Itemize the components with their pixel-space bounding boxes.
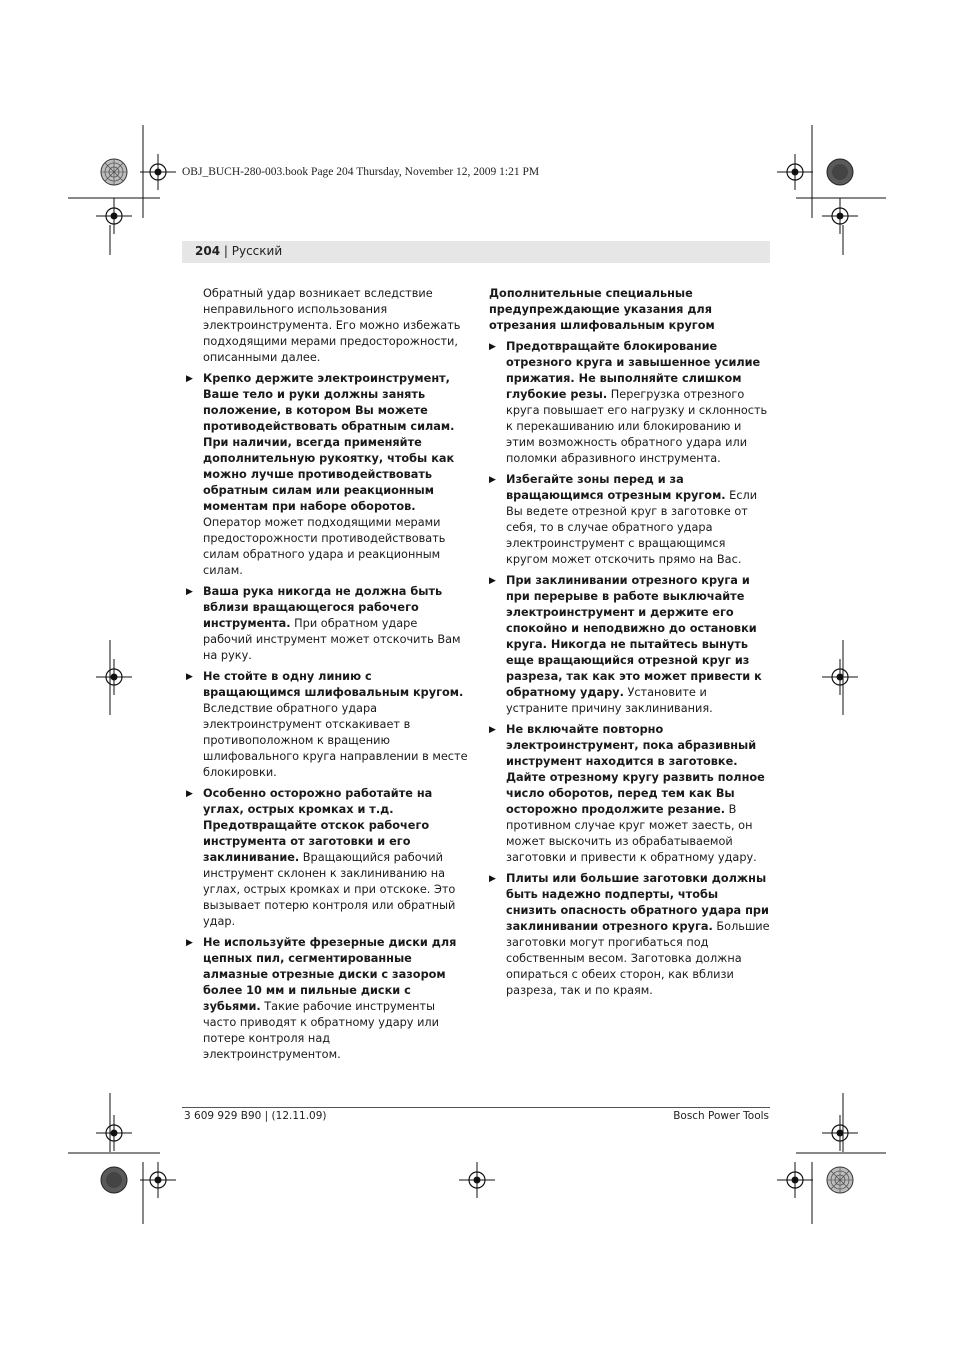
footer-rule — [182, 1107, 770, 1108]
header-text — [195, 244, 282, 258]
registration-mark — [96, 659, 132, 695]
registration-mark — [140, 154, 176, 190]
page-number: 204 — [195, 244, 221, 258]
bullet-icon: ▶ — [489, 874, 496, 884]
list-item — [186, 584, 468, 664]
left-column — [186, 286, 468, 1068]
page-header — [182, 241, 770, 263]
bullet-icon: ▶ — [489, 576, 496, 586]
list-item — [186, 935, 468, 1063]
bullet-icon: ▶ — [186, 374, 193, 384]
item-text: Большие заготовки могут прогибаться под собственным весом. Заготовка должна опираться с обеих сторон, как вблизи разреза, так и по краям. — [506, 920, 770, 997]
list-item — [489, 871, 770, 999]
item-text: Перегрузка отрезного круга повышает его нагрузку и склонность к перекашиванию или блокированию и этим возможность обратного удара или поломки абразивного инструмента. — [506, 388, 768, 465]
registration-mark — [777, 154, 813, 190]
list-item — [489, 339, 770, 467]
registration-sunburst — [101, 1167, 127, 1193]
footer-brand: Bosch Power Tools — [673, 1110, 769, 1122]
list-item — [489, 472, 770, 568]
item-bold-text: Крепко держите электроинструмент, Ваше тело и руки должны занять положение, в котором Вы можете противодействовать обратным силам. При наличии, всегда применяйте дополнительную рукоятку, чтобы как можно лучше противодействовать обратным силам или реакционным моментам при наборе оборотов. — [203, 372, 455, 513]
item-bold-text: Ваша рука никогда не должна быть вблизи вращающегося рабочего инструмента. — [203, 585, 443, 630]
item-bold-text: Предотвращайте блокирование отрезного круга и завышенное усилие прижатия. Не выполняйте слишком глубокие резы. — [506, 340, 761, 401]
registration-sunburst — [827, 1167, 853, 1193]
registration-mark — [822, 1115, 858, 1151]
item-text: Вследствие обратного удара электроинструмент отскакивает в противоположном к вращению шлифовального круга направлении в месте блокировки. — [203, 702, 468, 779]
registration-sunburst — [827, 159, 853, 185]
bullet-icon: ▶ — [489, 475, 496, 485]
list-item — [489, 722, 770, 866]
bullet-icon: ▶ — [186, 587, 193, 597]
right-column — [489, 286, 770, 1004]
item-text: В противном случае круг может заесть, он может выскочить из обрабатываемой заготовки и привести к обратному удару. — [506, 803, 757, 864]
header-language: Русский — [231, 244, 283, 258]
item-text: Оператор может подходящими мерами предосторожности противодействовать силам обратного удара и реакционным силам. — [203, 516, 446, 577]
registration-sunburst — [101, 159, 127, 185]
item-text: Такие рабочие инструменты часто приводят к обратному удару или потере контроля над электроинструментом. — [203, 1000, 439, 1061]
intro-paragraph: Обратный удар возникает вследствие неправильного использования электроинструмента. Его можно избежать подходящими мерами предосторожности, описанными далее. — [203, 287, 461, 364]
registration-mark — [96, 1115, 132, 1151]
item-bold-text: Избегайте зоны перед и за вращающимся отрезным кругом. — [506, 473, 726, 502]
registration-mark — [822, 659, 858, 695]
list-item — [186, 669, 468, 781]
item-bold-text: Не используйте фрезерные диски для цепных пил, сегментированные алмазные отрезные диски с зазором более 10 мм и пильные диски с зубьями. — [203, 936, 457, 1013]
bullet-icon: ▶ — [186, 672, 193, 682]
registration-mark — [459, 1162, 495, 1198]
bullet-icon: ▶ — [489, 725, 496, 735]
item-text: Если Вы ведете отрезной круг в заготовке от себя, то в случае обратного удара электроинструмент с вращающимся кругом может отскочить прямо на Вас. — [506, 489, 758, 566]
list-item — [186, 786, 468, 930]
item-bold-text: Не стойте в одну линию с вращающимся шлифовальным кругом. — [203, 670, 464, 699]
bullet-icon: ▶ — [186, 789, 193, 799]
registration-mark — [96, 198, 132, 234]
item-text: Вращающийся рабочий инструмент склонен к заклиниванию на углах, острых кромках и при отскоке. Это вызывает потерю контроля или обратный удар. — [203, 851, 456, 928]
bullet-icon: ▶ — [489, 342, 496, 352]
registration-mark — [822, 198, 858, 234]
list-item — [489, 573, 770, 717]
bullet-icon: ▶ — [186, 938, 193, 948]
list-item — [186, 371, 468, 579]
item-bold-text: Плиты или большие заготовки должны быть надежно подперты, чтобы снизить опасность обратного удара при заклинивании отрезного круга. — [506, 872, 769, 933]
footer-doc-number: 3 609 929 B90 | (12.11.09) — [184, 1110, 327, 1122]
section-heading: Дополнительные специальные предупреждающие указания для отрезания шлифовальным кругом — [489, 287, 715, 332]
item-bold-text: При заклинивании отрезного круга и при перерыве в работе выключайте электроинструмент и держите его спокойно и неподвижно до остановки круга. Никогда не пытайтесь вынуть еще вращающийся отрезной круг из разреза, так как это может привести к обратному удару. — [506, 574, 762, 699]
registration-mark — [140, 1162, 176, 1198]
registration-mark — [777, 1162, 813, 1198]
header-separator: | — [220, 244, 232, 258]
item-text: Установите и устраните причину заклинивания. — [506, 686, 713, 715]
item-bold-text: Не включайте повторно электроинструмент, пока абразивный инструмент находится в заготовке. Дайте отрезному кругу развить полное число оборотов, перед тем как Вы осторожно продолжите резание. — [506, 723, 765, 816]
book-info-line: OBJ_BUCH-280-003.book Page 204 Thursday, November 12, 2009 1:21 PM — [182, 166, 540, 178]
item-text: При обратном ударе рабочий инструмент может отскочить Вам на руку. — [203, 617, 461, 662]
item-bold-text: Особенно осторожно работайте на углах, острых кромках и т.д. Предотвращайте отскок рабочего инструмента от заготовки и его заклинивание. — [203, 787, 433, 864]
